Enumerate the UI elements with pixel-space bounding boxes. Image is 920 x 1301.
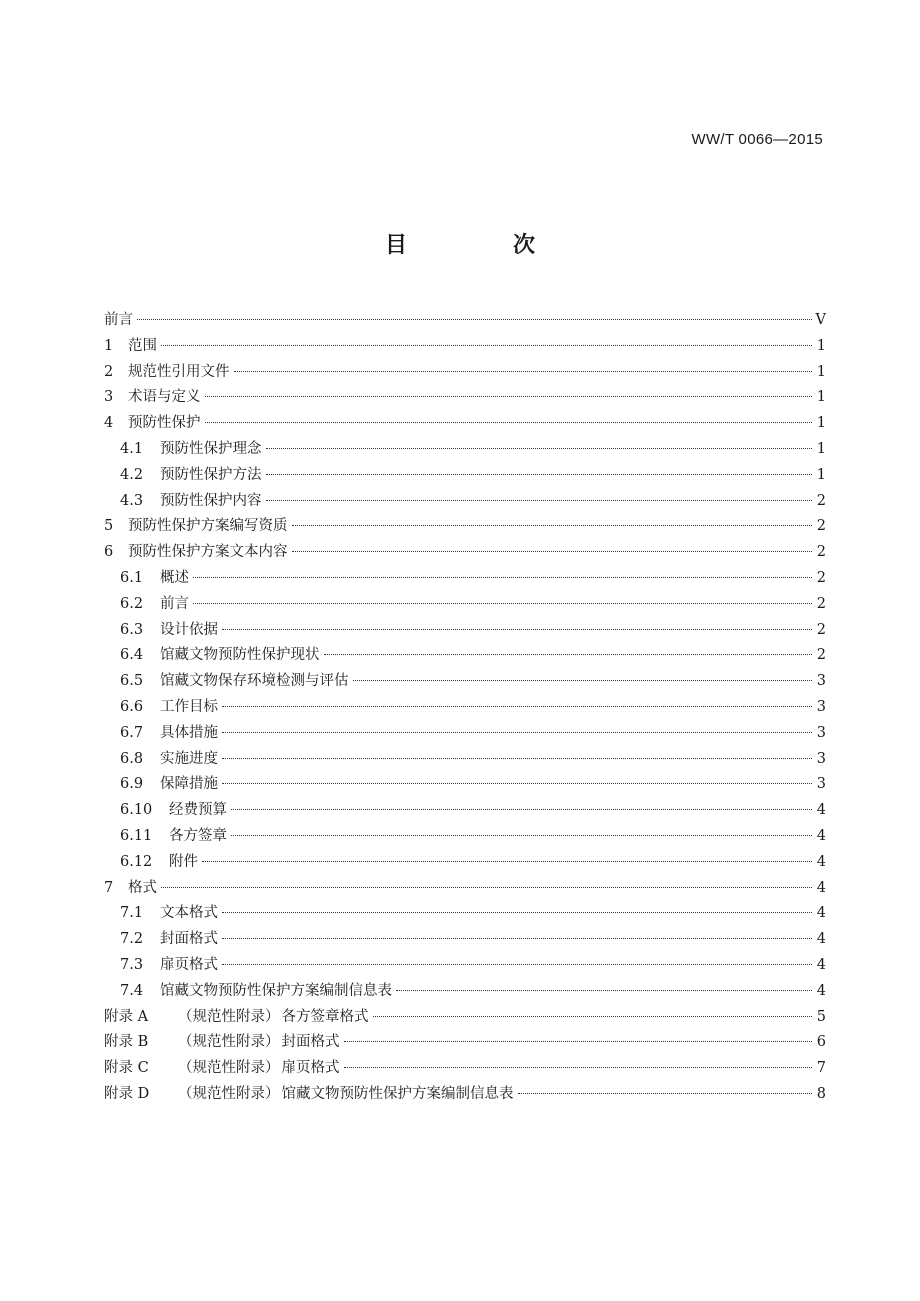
toc-entry-page-number: 3	[816, 750, 826, 767]
toc-entry-number: 6.6	[120, 698, 144, 715]
toc-entry-page-number: 4	[816, 905, 826, 922]
toc-entry-annex-type: （规范性附录）	[178, 1085, 280, 1102]
toc-entry-page-number: 5	[816, 1008, 826, 1025]
dot-leader	[234, 371, 813, 372]
toc-entry-label: 各方签章	[169, 827, 227, 844]
toc-entry-label: 实施进度	[160, 750, 218, 767]
dot-leader	[205, 422, 813, 423]
toc-entry-page-number: 3	[816, 698, 826, 715]
toc-entry-number: 6.5	[120, 673, 144, 690]
toc-entry[interactable]	[104, 695, 826, 721]
toc-entry-label: 封面格式	[160, 931, 218, 948]
toc-entry-page-number: 2	[816, 595, 826, 612]
dot-leader	[344, 1041, 813, 1042]
toc-entry-label: 馆藏文物预防性保护方案编制信息表	[160, 982, 392, 999]
toc-entry-label: 预防性保护内容	[160, 492, 262, 509]
toc-entry-number: 7	[104, 879, 114, 896]
toc-entry[interactable]	[104, 824, 826, 850]
toc-entry-page-number: 3	[816, 724, 826, 741]
toc-entry-number: 6.12	[120, 853, 153, 870]
toc-entry-number: 附录 A	[104, 1008, 149, 1025]
toc-entry-page-number: 4	[816, 802, 826, 819]
dot-leader	[222, 912, 812, 913]
dot-leader	[266, 500, 813, 501]
toc-entry-number: 7.2	[120, 931, 144, 948]
toc-entry-label: 扉页格式	[160, 956, 218, 973]
toc-entry-label: 馆藏文物预防性保护方案编制信息表	[281, 1085, 514, 1102]
dot-leader	[292, 551, 813, 552]
dot-leader	[161, 887, 812, 888]
toc-entry-page-number: 2	[816, 647, 826, 664]
toc-entry[interactable]	[104, 411, 826, 437]
toc-entry[interactable]	[104, 876, 826, 902]
toc-entry[interactable]	[104, 308, 826, 334]
toc-entry-label: 术语与定义	[128, 389, 201, 406]
toc-title: 目 次	[384, 233, 577, 258]
toc-entry-page-number: 4	[816, 853, 826, 870]
toc-entry[interactable]	[104, 798, 826, 824]
toc-entry-page-number: 4	[816, 931, 826, 948]
toc-entry-label: 馆藏文物预防性保护现状	[160, 647, 320, 664]
toc-entry-page-number: 3	[816, 776, 826, 793]
toc-entry-page-number: 1	[816, 363, 826, 380]
toc-entry-number: 6.3	[120, 621, 144, 638]
toc-entry-page-number: 6	[816, 1034, 826, 1051]
toc-entry-page-number: 2	[816, 492, 826, 509]
table-of-contents	[104, 308, 826, 1108]
toc-entry-label: 文本格式	[160, 905, 218, 922]
toc-entry-number: 6.8	[120, 750, 144, 767]
toc-entry-number: 7.3	[120, 956, 144, 973]
toc-entry-label: 各方签章格式	[281, 1008, 369, 1025]
toc-entry-page-number: 4	[816, 827, 826, 844]
toc-entry[interactable]	[104, 385, 826, 411]
toc-entry-number: 1	[104, 337, 114, 354]
toc-entry-page-number: 4	[816, 982, 826, 999]
toc-entry-number: 6.2	[120, 595, 144, 612]
toc-entry-label: 范围	[128, 337, 157, 354]
toc-entry-number: 2	[104, 363, 114, 380]
toc-entry-label: 预防性保护理念	[160, 440, 262, 457]
toc-entry-number: 6.11	[120, 827, 153, 844]
toc-entry-label: 工作目标	[160, 698, 218, 715]
toc-entry-annex-type: （规范性附录）	[178, 1060, 280, 1077]
toc-entry[interactable]	[104, 1005, 826, 1031]
dot-leader	[202, 861, 812, 862]
toc-entry[interactable]	[104, 437, 826, 463]
toc-entry[interactable]	[104, 514, 826, 540]
toc-entry-page-number: 7	[816, 1060, 826, 1077]
toc-entry-page-number: 1	[816, 440, 826, 457]
toc-entry-label: 预防性保护	[128, 415, 201, 432]
toc-entry-number: 7.1	[120, 905, 144, 922]
toc-entry-label: 设计依据	[160, 621, 218, 638]
dot-leader	[266, 474, 813, 475]
dot-leader	[137, 319, 812, 320]
toc-entry-label: 具体措施	[160, 724, 218, 741]
dot-leader	[205, 396, 813, 397]
toc-entry-page-number: 2	[816, 621, 826, 638]
toc-entry-label: 规范性引用文件	[128, 363, 230, 380]
dot-leader	[373, 1016, 813, 1017]
dot-leader	[222, 758, 812, 759]
toc-entry-page-number: 3	[816, 673, 826, 690]
toc-entry[interactable]	[104, 927, 826, 953]
dot-leader	[266, 448, 813, 449]
toc-entry-number: 附录 D	[104, 1085, 150, 1102]
dot-leader	[193, 603, 812, 604]
toc-entry-number: 3	[104, 389, 114, 406]
toc-entry-label: 前言	[160, 595, 189, 612]
dot-leader	[222, 938, 812, 939]
toc-entry[interactable]	[104, 540, 826, 566]
toc-entry-label: 保障措施	[160, 776, 218, 793]
dot-leader	[231, 809, 812, 810]
dot-leader	[324, 654, 813, 655]
toc-entry-label: 预防性保护方案文本内容	[128, 544, 288, 561]
toc-entry[interactable]	[104, 721, 826, 747]
toc-entry[interactable]	[104, 747, 826, 773]
toc-entry-label: 封面格式	[281, 1034, 340, 1051]
toc-entry[interactable]	[104, 953, 826, 979]
toc-entry[interactable]	[104, 901, 826, 927]
toc-entry-number: 4.2	[120, 466, 144, 483]
toc-entry[interactable]	[104, 566, 826, 592]
toc-entry[interactable]	[104, 1056, 826, 1082]
toc-entry[interactable]	[104, 669, 826, 695]
dot-leader	[222, 706, 812, 707]
toc-entry-number: 6	[104, 544, 114, 561]
toc-entry[interactable]	[104, 643, 826, 669]
toc-entry-page-number: 8	[816, 1085, 826, 1102]
dot-leader	[222, 964, 812, 965]
toc-entry-page-number: 4	[816, 956, 826, 973]
toc-entry-page-number: 4	[816, 879, 826, 896]
toc-entry-number: 4.3	[120, 492, 144, 509]
toc-entry-number: 6.9	[120, 776, 144, 793]
toc-entry-page-number: 2	[816, 569, 826, 586]
toc-entry[interactable]	[104, 489, 826, 515]
toc-entry-page-number: 1	[816, 466, 826, 483]
dot-leader	[396, 990, 812, 991]
dot-leader	[222, 732, 812, 733]
dot-leader	[292, 525, 813, 526]
toc-entry-page-number: 2	[816, 544, 826, 561]
toc-entry-page-number: 1	[816, 389, 826, 406]
standard-code: WW/T 0066—2015	[691, 131, 823, 148]
toc-entry-label: 扉页格式	[281, 1060, 340, 1077]
toc-entry-page-number: 1	[816, 415, 826, 432]
toc-entry-number: 7.4	[120, 982, 144, 999]
toc-entry-label: 概述	[160, 569, 189, 586]
toc-entry-label: 经费预算	[169, 802, 227, 819]
toc-entry-number: 附录 B	[104, 1034, 149, 1051]
dot-leader	[222, 629, 812, 630]
toc-entry-label: 预防性保护方案编写资质	[128, 518, 288, 535]
toc-entry-annex-type: （规范性附录）	[178, 1034, 280, 1051]
toc-entry-label: 格式	[128, 879, 157, 896]
toc-entry[interactable]	[104, 618, 826, 644]
toc-entry[interactable]	[104, 463, 826, 489]
toc-entry[interactable]	[104, 592, 826, 618]
toc-entry[interactable]	[104, 772, 826, 798]
toc-entry-label: 预防性保护方法	[160, 466, 262, 483]
toc-entry[interactable]	[104, 1030, 826, 1056]
dot-leader	[353, 680, 813, 681]
toc-entry-annex-type: （规范性附录）	[178, 1008, 280, 1025]
toc-entry-page-number: V	[815, 312, 826, 328]
toc-entry-number: 6.4	[120, 647, 144, 664]
toc-entry-label: 前言	[104, 312, 133, 328]
dot-leader	[518, 1093, 813, 1094]
dot-leader	[161, 345, 812, 346]
toc-entry[interactable]	[104, 850, 826, 876]
toc-entry-number: 4.1	[120, 440, 144, 457]
dot-leader	[222, 783, 812, 784]
toc-entry-number: 6.7	[120, 724, 144, 741]
dot-leader	[231, 835, 812, 836]
dot-leader	[193, 577, 812, 578]
toc-entry-label: 附件	[169, 853, 198, 870]
toc-entry-page-number: 2	[816, 518, 826, 535]
toc-entry-label: 馆藏文物保存环境检测与评估	[160, 673, 349, 690]
toc-entry[interactable]	[104, 334, 826, 360]
toc-entry[interactable]	[104, 979, 826, 1005]
toc-entry-number: 6.1	[120, 569, 144, 586]
toc-entry[interactable]	[104, 1082, 826, 1108]
toc-entry-number: 6.10	[120, 802, 153, 819]
toc-entry-number: 4	[104, 415, 114, 432]
toc-entry-number: 附录 C	[104, 1060, 149, 1077]
toc-entry-number: 5	[104, 518, 114, 535]
toc-entry[interactable]	[104, 360, 826, 386]
dot-leader	[344, 1067, 813, 1068]
toc-entry-page-number: 1	[816, 337, 826, 354]
